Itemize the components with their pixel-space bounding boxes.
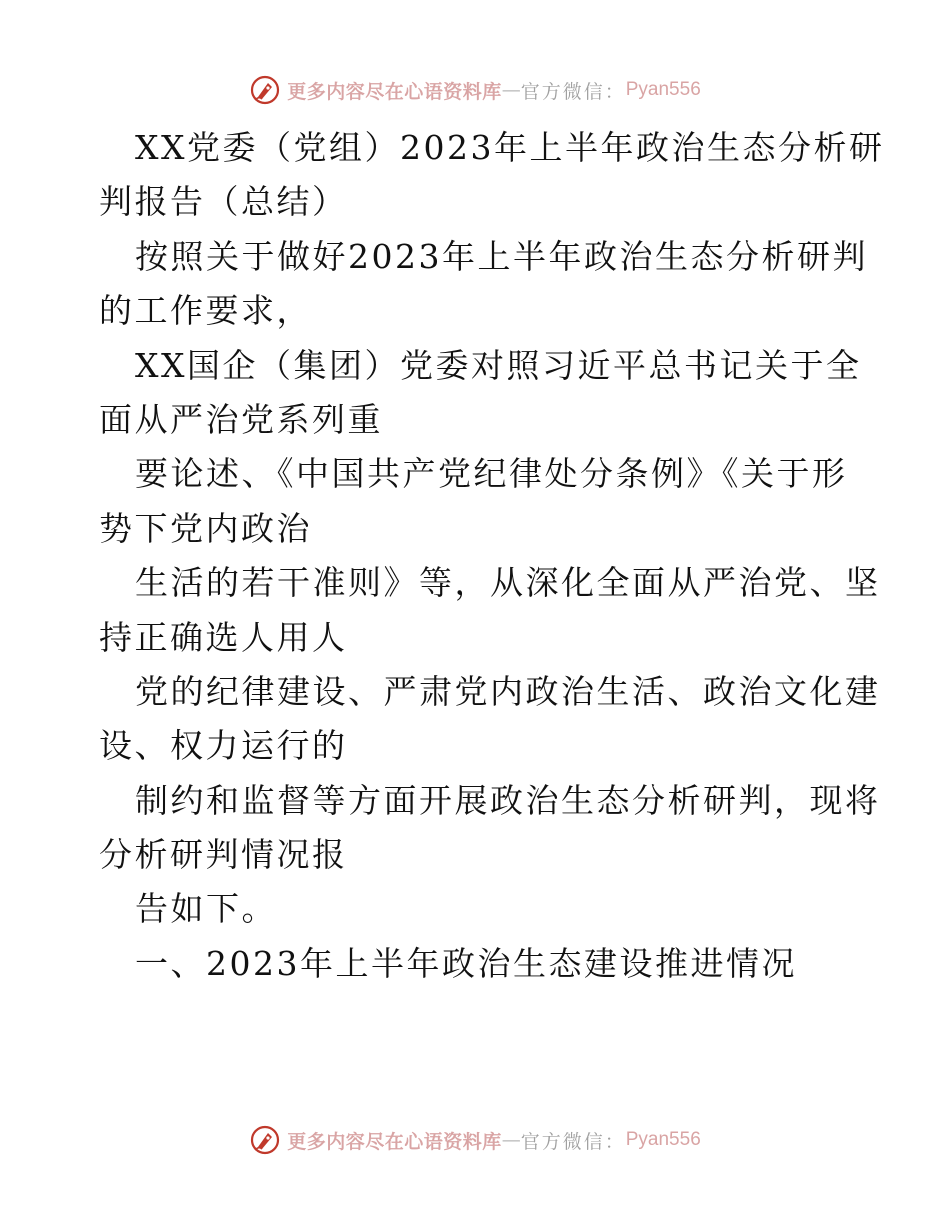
banner-wechat-id: Pyan556: [625, 79, 701, 100]
paragraph-line: 面从严治党系列重: [99, 399, 383, 439]
banner-wechat-id: Pyan556: [625, 1129, 701, 1150]
banner-wechat-label: 官方微信：: [520, 80, 626, 103]
banner-wechat-label: 官方微信：: [520, 1130, 626, 1153]
footer-banner: [0, 1120, 950, 1160]
header-banner: [0, 70, 950, 110]
banner-title: 更多内容尽在心语资料库: [287, 80, 502, 103]
paragraph-line: 势下党内政治: [99, 508, 312, 548]
paragraph-line: 设、权力运行的: [99, 726, 348, 766]
document-title-line-1: XX党委（党组）2023年上半年政治生态分析研: [135, 128, 885, 167]
paragraph-line: XX国企（集团）党委对照习近平总书记关于全: [135, 345, 862, 385]
paragraph-line: 的工作要求，: [99, 291, 312, 331]
paragraph-line: 党的纪律建设、严肃党内政治生活、政治文化建: [135, 671, 881, 711]
banner-title: 更多内容尽在心语资料库: [287, 1130, 502, 1153]
paragraph-line: 持正确选人用人: [99, 617, 348, 657]
document-body: [99, 121, 885, 991]
paragraph-line: 生活的若干准则》等，从深化全面从严治党、坚: [135, 563, 881, 603]
paragraph-line: 制约和监督等方面开展政治生态分析研判，现将: [135, 780, 881, 820]
pen-nib-logo-icon: [249, 1124, 281, 1156]
document-title-line-2: 判报告（总结）: [99, 182, 348, 222]
paragraph-line: 分析研判情况报: [99, 835, 348, 875]
paragraph-line: 告如下。: [135, 889, 277, 929]
banner-separator: —: [501, 1129, 521, 1151]
banner-separator: —: [501, 79, 521, 101]
pen-nib-logo-icon: [249, 74, 281, 106]
paragraph-line: 要论述、《中国共产党纪律处分条例》《关于形: [135, 454, 848, 494]
section-heading: 一、2023年上半年政治生态建设推进情况: [135, 943, 797, 983]
paragraph-line: 按照关于做好2023年上半年政治生态分析研判: [135, 236, 868, 276]
